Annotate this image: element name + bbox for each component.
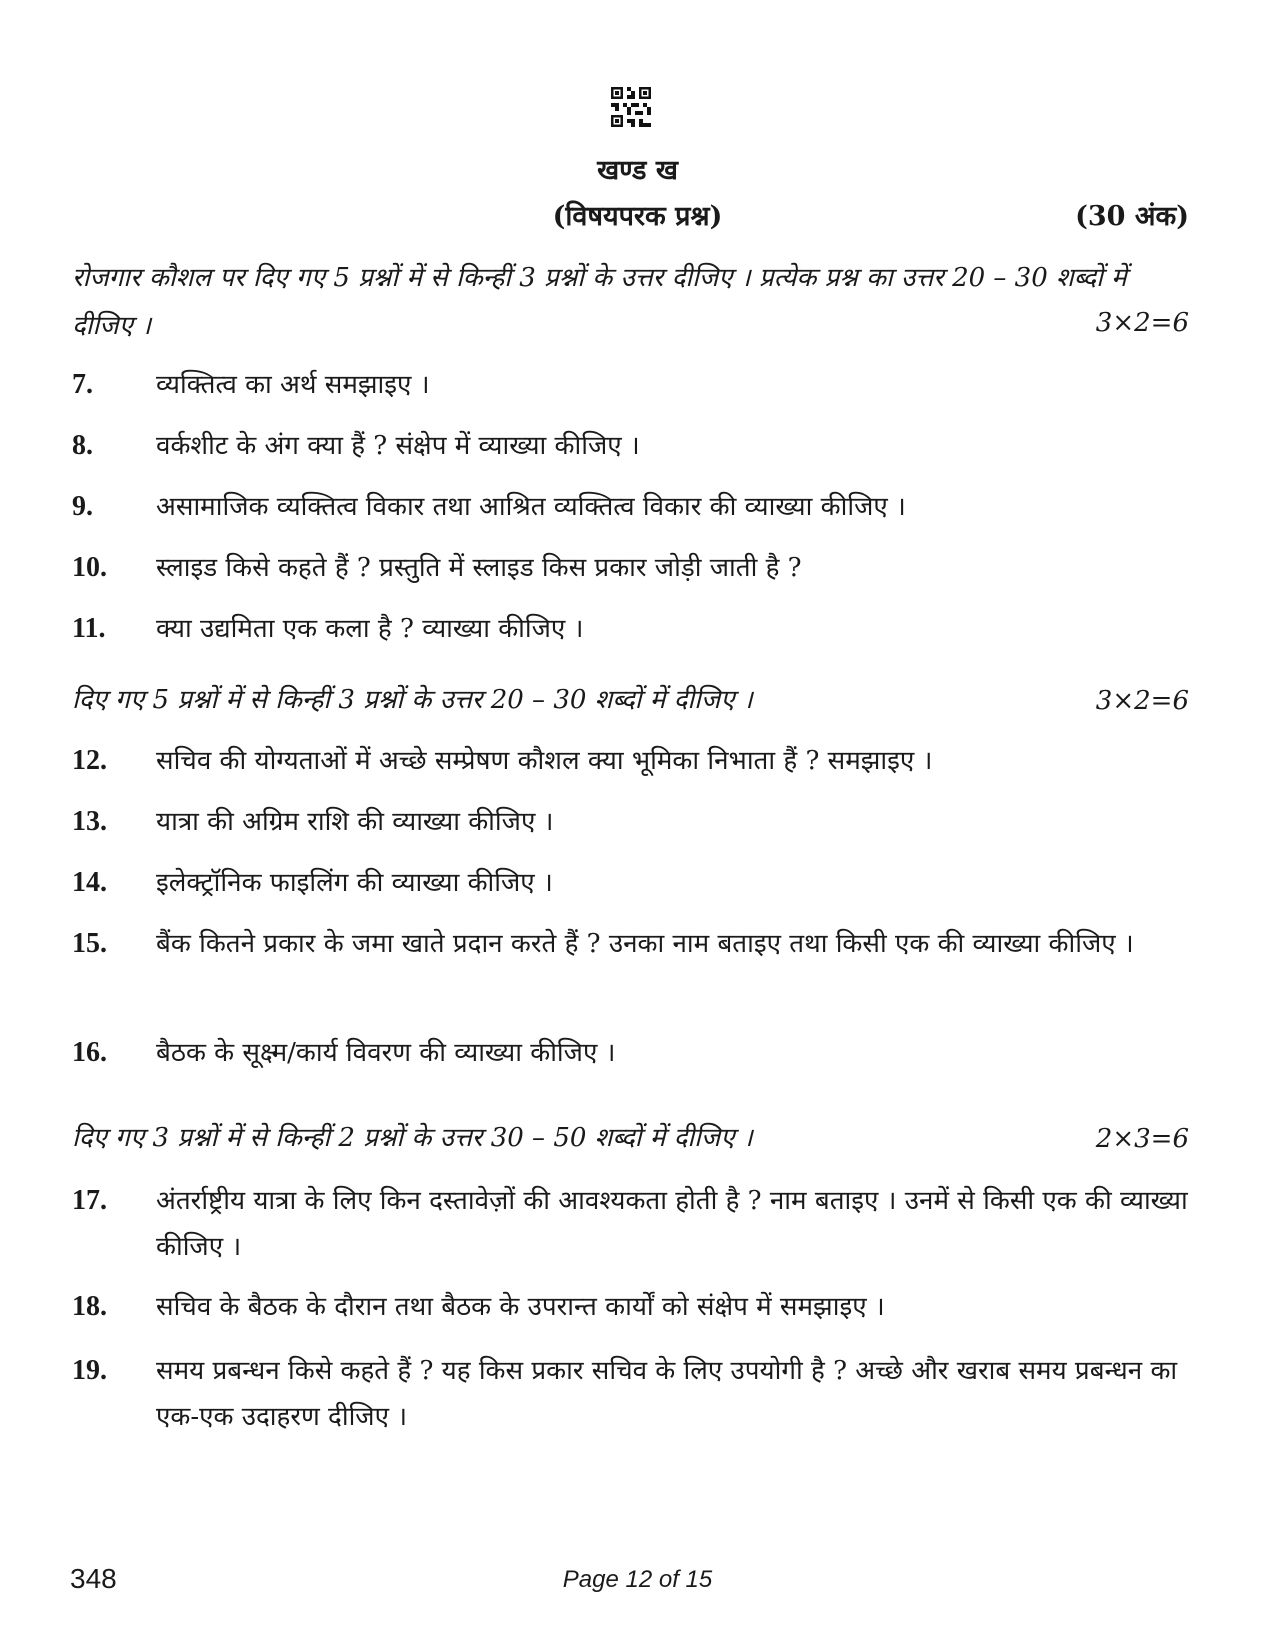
- section-title: खण्ड ख: [597, 155, 678, 186]
- group-marks: 3×2=6: [1095, 686, 1189, 716]
- question-number: 19.: [72, 1355, 107, 1386]
- question-number: 15.: [72, 928, 107, 959]
- group-marks: 2×3=6: [1095, 1124, 1189, 1154]
- question-text: व्यक्तित्व का अर्थ समझाइए ।: [156, 370, 430, 400]
- group-marks: 3×2=6: [1095, 308, 1189, 338]
- question-number: 11.: [72, 613, 106, 644]
- question-text: असामाजिक व्यक्तित्व विकार तथा आश्रित व्यक्तित्व विकार की व्याख्या कीजिए ।: [156, 492, 906, 522]
- question-item: [72, 1284, 1192, 1330]
- question-number: 17.: [72, 1185, 107, 1216]
- question-number: 16.: [72, 1037, 107, 1068]
- question-text: वर्कशीट के अंग क्या हैं ? संक्षेप में व्याख्या कीजिए ।: [156, 431, 640, 461]
- question-item: [72, 606, 1192, 652]
- question-text: अंतर्राष्ट्रीय यात्रा के लिए किन दस्तावेज़ों की आवश्यकता होती है ? नाम बताइए । उनमें से किसी एक की व्याख्या कीजिए ।: [156, 1186, 1188, 1262]
- question-number: 10.: [72, 552, 107, 583]
- question-item: [72, 1178, 1192, 1270]
- question-item: [72, 1030, 1192, 1076]
- qr-code-icon: [611, 87, 651, 127]
- question-text: समय प्रबन्धन किसे कहते हैं ? यह किस प्रकार सचिव के लिए उपयोगी है ? अच्छे और खराब समय प्रबन्धन का एक-एक उदाहरण दीजिए ।: [156, 1356, 1178, 1432]
- question-number: 18.: [72, 1291, 107, 1322]
- question-text: यात्रा की अग्रिम राशि की व्याख्या कीजिए ।: [156, 807, 554, 837]
- question-item: [72, 799, 1192, 845]
- question-text: इलेक्ट्रॉनिक फाइलिंग की व्याख्या कीजिए ।: [156, 868, 553, 898]
- question-text: बैंक कितने प्रकार के जमा खाते प्रदान करते हैं ? उनका नाम बताइए तथा किसी एक की व्याख्या कीजिए ।: [156, 929, 1134, 959]
- question-number: 9.: [72, 491, 93, 522]
- section-marks: (30 अंक): [1075, 201, 1189, 232]
- question-item: [72, 1348, 1192, 1440]
- section-subtitle: (विषयपरक प्रश्न): [552, 201, 723, 232]
- question-text: सचिव के बैठक के दौरान तथा बैठक के उपरान्त कार्यों को संक्षेप में समझाइए ।: [156, 1292, 885, 1322]
- question-number: 13.: [72, 806, 107, 837]
- group-instruction: रोजगार कौशल पर दिए गए 5 प्रश्नों में से किन्हीं 3 प्रश्नों के उत्तर दीजिए । प्रत्येक प्रश्न का उत्तर 20 – 30 शब्दों में दीजिए ।: [72, 263, 1127, 341]
- group-instruction: दिए गए 3 प्रश्नों में से किन्हीं 2 प्रश्नों के उत्तर 30 – 50 शब्दों में दीजिए ।: [72, 1123, 753, 1153]
- question-number: 8.: [72, 430, 93, 461]
- question-number: 12.: [72, 745, 107, 776]
- question-item: [72, 362, 1192, 408]
- question-text: स्लाइड किसे कहते हैं ? प्रस्तुति में स्लाइड किस प्रकार जोड़ी जाती है ?: [156, 553, 802, 583]
- question-item: [72, 738, 1192, 784]
- question-text: क्या उद्यमिता एक कला है ? व्याख्या कीजिए ।: [156, 614, 584, 644]
- question-item: [72, 423, 1192, 469]
- question-item: [72, 921, 1192, 967]
- question-text: सचिव की योग्यताओं में अच्छे सम्प्रेषण कौशल क्या भूमिका निभाता हैं ? समझाइए ।: [156, 746, 933, 776]
- question-item: [72, 484, 1192, 530]
- question-item: [72, 545, 1192, 591]
- page-number: Page 12 of 15: [562, 1566, 713, 1593]
- paper-code: 348: [70, 1563, 117, 1594]
- question-text: बैठक के सूक्ष्म/कार्य विवरण की व्याख्या कीजिए ।: [156, 1038, 616, 1068]
- question-number: 14.: [72, 867, 107, 898]
- question-number: 7.: [72, 369, 93, 400]
- question-item: [72, 860, 1192, 906]
- group-instruction: दिए गए 5 प्रश्नों में से किन्हीं 3 प्रश्नों के उत्तर 20 – 30 शब्दों में दीजिए ।: [72, 685, 753, 715]
